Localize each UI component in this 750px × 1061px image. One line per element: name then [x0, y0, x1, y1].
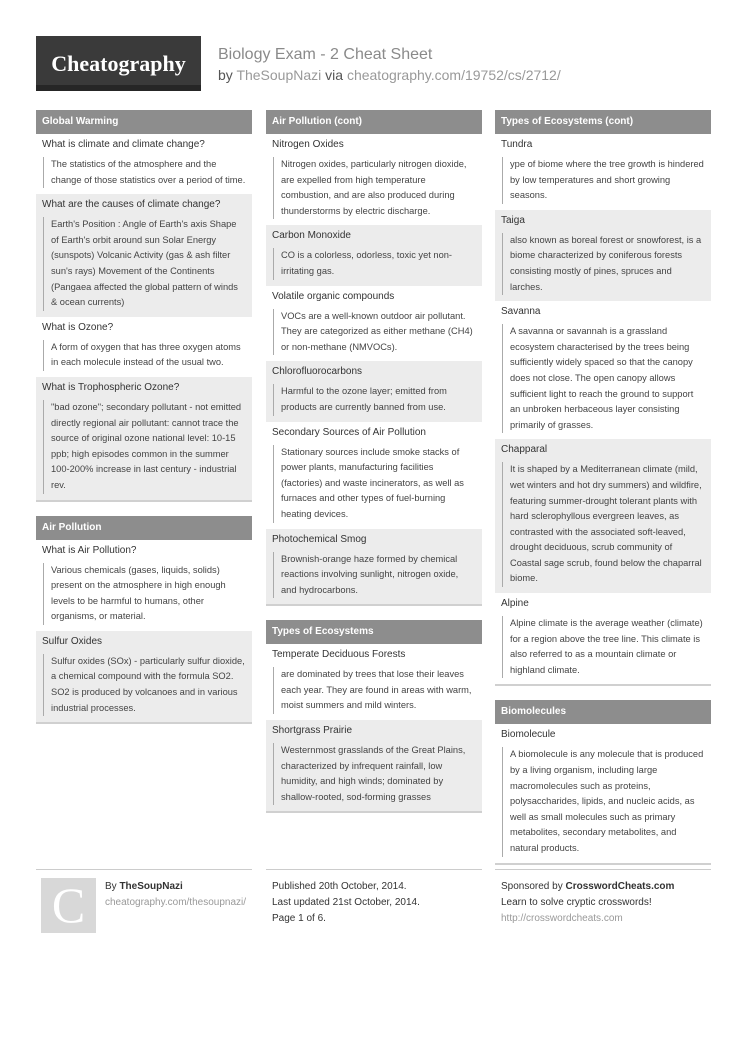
entry-question: Secondary Sources of Air Pollution	[272, 426, 426, 438]
section	[36, 110, 252, 502]
section-header: Biomolecules	[495, 700, 711, 724]
entry	[36, 631, 252, 722]
section-header: Global Warming	[36, 110, 252, 134]
entry-question: Tundra	[501, 139, 533, 150]
section-body	[266, 134, 482, 606]
entry-answer: ype of biome where the tree growth is hindered by low temperatures and short growing seasons.	[502, 157, 705, 204]
footer-dates	[272, 879, 420, 927]
entry-answer: are dominated by trees that lose their leaves each year. They are found in areas with warm, moist summers and mild winters.	[273, 667, 476, 714]
entry-question: What is Trophospheric Ozone?	[42, 381, 180, 393]
entry	[266, 529, 482, 605]
sheet-byline	[218, 67, 561, 83]
column-1	[36, 110, 252, 738]
footer-sponsor-url[interactable]: http://crosswordcheats.com	[501, 913, 623, 924]
entry-answer: Earth's Position : Angle of Earth's axis Shape of Earth's orbit around sun Solar Energy (sunspots) Volcanic Activity (gas & ash filter sun's rays) Movement of the Continents (Pangaea affected the global pattern of winds & ocean currents)	[43, 217, 246, 311]
section	[495, 110, 711, 686]
footer-published: Published 20th October, 2014.	[272, 881, 407, 892]
entry-answer: "bad ozone"; secondary pollutant - not emitted directly regional air pollutant: cannot trace the source of original ozone national level: 10-15 ppb; high episodes common in the summer 100-200% increase in last century - industrial rev.	[43, 400, 246, 494]
section	[266, 110, 482, 606]
section	[495, 700, 711, 864]
entry-question: Chapparal	[501, 444, 548, 456]
entry	[495, 210, 711, 301]
entry-answer: Various chemicals (gases, liquids, solids) present on the atmosphere in high enough levels to be harmful to humans, other organisms, or material.	[43, 563, 246, 625]
entry-answer: Stationary sources include smoke stacks of power plants, manufacturing facilities (factories) and waste incinerators, as well as furnaces and other types of fuel-burning heating devices.	[273, 445, 476, 523]
entry-answer: The statistics of the atmosphere and the change of those statistics over a period of time.	[43, 157, 246, 188]
entry-question: Chlorofluorocarbons	[272, 366, 363, 378]
entry-answer: Westernmost grasslands of the Great Plains, characterized by infrequent rainfall, low humidity, and high winds; dominated by shallow-rooted, sod-forming grasses	[273, 743, 476, 805]
footer-by-label: By	[105, 881, 117, 892]
section	[36, 516, 252, 725]
entry-answer: Sulfur oxides (SOx) - particularly sulfur dioxide, a chemical compound with the formula SO2. SO2 is produced by volcanoes and in various industrial processes.	[43, 654, 246, 716]
entry-question: Nitrogen Oxides	[272, 139, 344, 150]
cheatography-logo[interactable]: Cheatography	[36, 36, 201, 91]
entry	[266, 286, 482, 362]
footer-author-name[interactable]: TheSoupNazi	[119, 881, 183, 892]
footer-divider-3	[495, 869, 711, 870]
entry-answer: also known as boreal forest or snowforest, is a biome characterized by coniferous forests consisting mostly of pines, spruces and larches.	[502, 233, 705, 295]
entry	[36, 377, 252, 500]
entry-answer: Nitrogen oxides, particularly nitrogen dioxide, are expelled from high temperature combustion, and are also produced during thunderstorms by electric discharge.	[273, 157, 476, 219]
section	[266, 620, 482, 813]
entry	[495, 724, 711, 862]
author-avatar[interactable]: C	[41, 878, 96, 933]
entry-answer: VOCs are a well-known outdoor air pollutant. They are categorized as either methane (CH4) or non-methane (NMVOCs).	[273, 309, 476, 356]
entry-question: Shortgrass Prairie	[272, 725, 353, 737]
footer-sponsor	[501, 879, 674, 927]
entry-answer: Alpine climate is the average weather (climate) for a region above the tree line. This climate is also referred to as a mountain climate or highland climate.	[502, 616, 705, 678]
footer-updated: Last updated 21st October, 2014.	[272, 897, 420, 908]
entry-answer: Brownish-orange haze formed by chemical reactions involving sunlight, nitrogen oxide, and hydrocarbons.	[273, 552, 476, 599]
entry-answer: It is shaped by a Mediterranean climate (mild, wet winters and hot dry summers) and wildfire, featuring summer-drought tolerant plants with hard sclerophyllous evergreen leaves, as contrasted with the associated soft-leaved, drought deciduous, scrub community of Coastal sage scrub, found below the chaparral biome.	[502, 462, 705, 587]
entry-question: Sulfur Oxides	[42, 635, 103, 647]
entry	[266, 422, 482, 529]
entry	[266, 225, 482, 285]
section-body	[36, 540, 252, 725]
section-header: Air Pollution (cont)	[266, 110, 482, 134]
footer-sponsor-name[interactable]: CrosswordCheats.com	[565, 881, 675, 892]
section-header: Air Pollution	[36, 516, 252, 540]
entry-question: What is Air Pollution?	[42, 544, 137, 556]
entry-question: Carbon Monoxide	[272, 230, 351, 242]
footer-author-url[interactable]: cheatography.com/thesoupnazi/	[105, 897, 247, 908]
footer-page-number: Page 1 of 6.	[272, 913, 326, 924]
byline-via: via	[325, 67, 344, 83]
byline-by: by	[218, 67, 233, 83]
entry	[36, 194, 252, 317]
entry-question: What is climate and climate change?	[42, 139, 205, 150]
entry-question: What is Ozone?	[42, 321, 114, 333]
column-3	[495, 110, 711, 879]
entry-question: Temperate Deciduous Forests	[272, 649, 406, 661]
entry	[495, 301, 711, 439]
section-header: Types of Ecosystems	[266, 620, 482, 644]
footer-divider-1	[36, 869, 252, 870]
byline-url-link[interactable]: cheatography.com/19752/cs/2712/	[346, 67, 561, 83]
entry	[266, 134, 482, 225]
entry-answer: A form of oxygen that has three oxygen atoms in each molecule instead of the usual two.	[43, 340, 246, 371]
entry	[495, 439, 711, 593]
entry	[36, 540, 252, 631]
section-body	[266, 644, 482, 813]
footer-author	[105, 879, 246, 911]
entry-question: Alpine	[501, 598, 529, 610]
entry-question: Volatile organic compounds	[272, 290, 395, 302]
entry	[495, 134, 711, 210]
column-2	[266, 110, 482, 827]
entry	[266, 361, 482, 421]
entry-question: Savanna	[501, 306, 541, 318]
entry-question: Biomolecule	[501, 729, 556, 741]
entry	[266, 720, 482, 811]
sheet-title: Biology Exam - 2 Cheat Sheet	[218, 46, 433, 63]
section-body	[495, 134, 711, 686]
entry-answer: A biomolecule is any molecule that is produced by a living organism, including large macromolecules such as proteins, polysaccharides, lipids, and nucleic acids, as well as small molecules such as primary metabolites, secondary metabolites, and natural products.	[502, 747, 705, 856]
entry-answer: CO is a colorless, odorless, toxic yet non-irritating gas.	[273, 248, 476, 279]
entry	[36, 317, 252, 377]
section-body	[495, 724, 711, 864]
entry-question: Photochemical Smog	[272, 533, 367, 545]
footer-sponsored-label: Sponsored by	[501, 881, 563, 892]
entry	[266, 644, 482, 720]
entry-question: What are the causes of climate change?	[42, 199, 221, 211]
byline-author-link[interactable]: TheSoupNazi	[236, 67, 322, 83]
footer-divider-2	[266, 869, 482, 870]
entry-answer: A savanna or savannah is a grassland ecosystem characterised by the trees being sufficiently widely spaced so that the canopy does not close. The open canopy allows sufficient light to reach the ground to support an unbroken herbaceous layer consisting primarily of grasses.	[502, 324, 705, 433]
section-body	[36, 134, 252, 502]
entry	[495, 593, 711, 684]
footer-sponsor-tagline: Learn to solve cryptic crosswords!	[501, 897, 652, 908]
entry-answer: Harmful to the ozone layer; emitted from products are currently banned from use.	[273, 384, 476, 415]
entry-question: Taiga	[501, 214, 525, 226]
section-header: Types of Ecosystems (cont)	[495, 110, 711, 134]
entry	[36, 134, 252, 194]
